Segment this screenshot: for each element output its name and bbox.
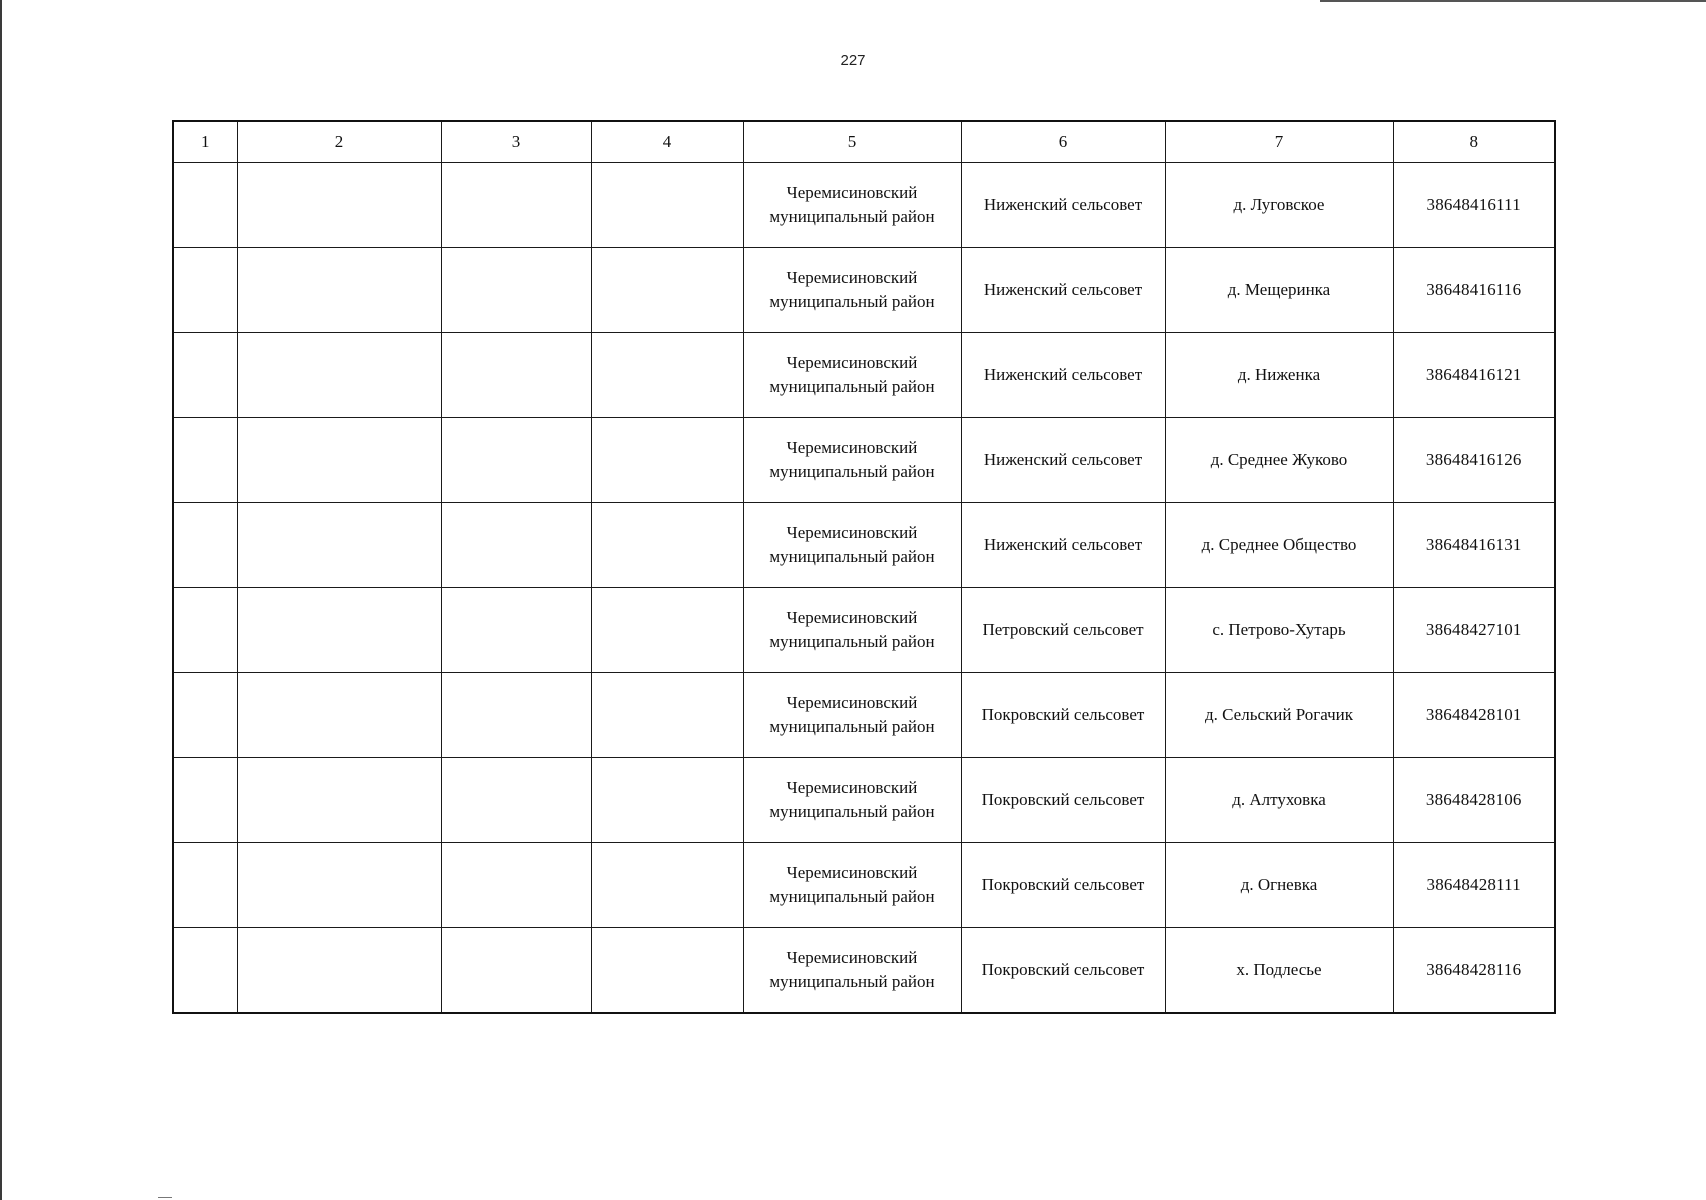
- cell-col-4: [591, 503, 743, 588]
- scan-edge-top: [1320, 0, 1706, 2]
- column-header-6: 6: [961, 121, 1165, 163]
- cell-col-2: [237, 928, 441, 1014]
- cell-col-2: [237, 588, 441, 673]
- column-header-2: 2: [237, 121, 441, 163]
- cell-settlement: х. Подлесье: [1165, 928, 1393, 1014]
- cell-col-2: [237, 333, 441, 418]
- cell-col-2: [237, 248, 441, 333]
- cell-settlement: д. Алтуховка: [1165, 758, 1393, 843]
- cell-col-3: [441, 673, 591, 758]
- cell-col-3: [441, 758, 591, 843]
- cell-settlement: д. Огневка: [1165, 843, 1393, 928]
- cell-district: Черемисиновский муниципальный район: [743, 248, 961, 333]
- cell-col-2: [237, 163, 441, 248]
- cell-col-4: [591, 248, 743, 333]
- cell-col-2: [237, 503, 441, 588]
- cell-col-4: [591, 673, 743, 758]
- cell-council: Ниженский сельсовет: [961, 503, 1165, 588]
- cell-col-1: [173, 503, 237, 588]
- cell-district: Черемисиновский муниципальный район: [743, 503, 961, 588]
- cell-oktmo-code: 38648427101: [1393, 588, 1555, 673]
- cell-col-3: [441, 248, 591, 333]
- cell-oktmo-code: 38648416121: [1393, 333, 1555, 418]
- cell-col-1: [173, 758, 237, 843]
- cell-council: Покровский сельсовет: [961, 928, 1165, 1014]
- cell-council: Ниженский сельсовет: [961, 163, 1165, 248]
- table-row: [173, 843, 1555, 928]
- cell-oktmo-code: 38648416131: [1393, 503, 1555, 588]
- cell-oktmo-code: 38648416126: [1393, 418, 1555, 503]
- cell-col-1: [173, 843, 237, 928]
- cell-council: Покровский сельсовет: [961, 673, 1165, 758]
- cell-oktmo-code: 38648428101: [1393, 673, 1555, 758]
- table-row: [173, 928, 1555, 1014]
- cell-col-4: [591, 163, 743, 248]
- column-header-7: 7: [1165, 121, 1393, 163]
- cell-col-4: [591, 588, 743, 673]
- cell-district: Черемисиновский муниципальный район: [743, 758, 961, 843]
- cell-council: Покровский сельсовет: [961, 758, 1165, 843]
- cell-district: Черемисиновский муниципальный район: [743, 673, 961, 758]
- table-row: [173, 673, 1555, 758]
- cell-settlement: д. Среднее Жуково: [1165, 418, 1393, 503]
- table-row: [173, 503, 1555, 588]
- cell-col-2: [237, 843, 441, 928]
- cell-district: Черемисиновский муниципальный район: [743, 928, 961, 1014]
- cell-col-3: [441, 843, 591, 928]
- header-row: [173, 121, 1555, 163]
- cell-district: Черемисиновский муниципальный район: [743, 333, 961, 418]
- scan-edge-left: [0, 0, 2, 1200]
- cell-council: Ниженский сельсовет: [961, 333, 1165, 418]
- cell-col-3: [441, 503, 591, 588]
- cell-col-4: [591, 418, 743, 503]
- cell-col-2: [237, 673, 441, 758]
- cell-settlement: с. Петрово-Хутарь: [1165, 588, 1393, 673]
- cell-col-2: [237, 418, 441, 503]
- column-header-1: 1: [173, 121, 237, 163]
- cell-col-1: [173, 928, 237, 1014]
- table-row: [173, 588, 1555, 673]
- page-number: 227: [840, 52, 866, 69]
- column-header-5: 5: [743, 121, 961, 163]
- cell-col-3: [441, 418, 591, 503]
- column-header-3: 3: [441, 121, 591, 163]
- cell-col-1: [173, 418, 237, 503]
- cell-col-3: [441, 588, 591, 673]
- table-header: [173, 121, 1555, 163]
- cell-col-1: [173, 588, 237, 673]
- settlements-table: [172, 120, 1556, 1014]
- cell-district: Черемисиновский муниципальный район: [743, 588, 961, 673]
- cell-settlement: д. Сельский Рогачик: [1165, 673, 1393, 758]
- cell-oktmo-code: 38648428116: [1393, 928, 1555, 1014]
- table-body: [173, 163, 1555, 1014]
- cell-col-4: [591, 758, 743, 843]
- cell-settlement: д. Мещеринка: [1165, 248, 1393, 333]
- cell-oktmo-code: 38648416116: [1393, 248, 1555, 333]
- cell-col-1: [173, 248, 237, 333]
- cell-col-3: [441, 928, 591, 1014]
- cell-col-1: [173, 163, 237, 248]
- table-row: [173, 248, 1555, 333]
- cell-oktmo-code: 38648416111: [1393, 163, 1555, 248]
- cell-settlement: д. Среднее Общество: [1165, 503, 1393, 588]
- cell-col-4: [591, 928, 743, 1014]
- table-row: [173, 758, 1555, 843]
- cell-col-4: [591, 843, 743, 928]
- column-header-4: 4: [591, 121, 743, 163]
- cell-settlement: д. Ниженка: [1165, 333, 1393, 418]
- cell-district: Черемисиновский муниципальный район: [743, 843, 961, 928]
- table-row: [173, 333, 1555, 418]
- cell-district: Черемисиновский муниципальный район: [743, 163, 961, 248]
- cell-oktmo-code: 38648428111: [1393, 843, 1555, 928]
- cell-col-1: [173, 673, 237, 758]
- cell-council: Покровский сельсовет: [961, 843, 1165, 928]
- cell-district: Черемисиновский муниципальный район: [743, 418, 961, 503]
- cell-col-3: [441, 163, 591, 248]
- cell-council: Петровский сельсовет: [961, 588, 1165, 673]
- cell-council: Ниженский сельсовет: [961, 418, 1165, 503]
- cell-council: Ниженский сельсовет: [961, 248, 1165, 333]
- cell-col-2: [237, 758, 441, 843]
- cell-col-1: [173, 333, 237, 418]
- cell-col-4: [591, 333, 743, 418]
- cell-settlement: д. Луговское: [1165, 163, 1393, 248]
- table-row: [173, 163, 1555, 248]
- cell-col-3: [441, 333, 591, 418]
- scan-mark-bottom: [158, 1197, 172, 1198]
- column-header-8: 8: [1393, 121, 1555, 163]
- cell-oktmo-code: 38648428106: [1393, 758, 1555, 843]
- table-row: [173, 418, 1555, 503]
